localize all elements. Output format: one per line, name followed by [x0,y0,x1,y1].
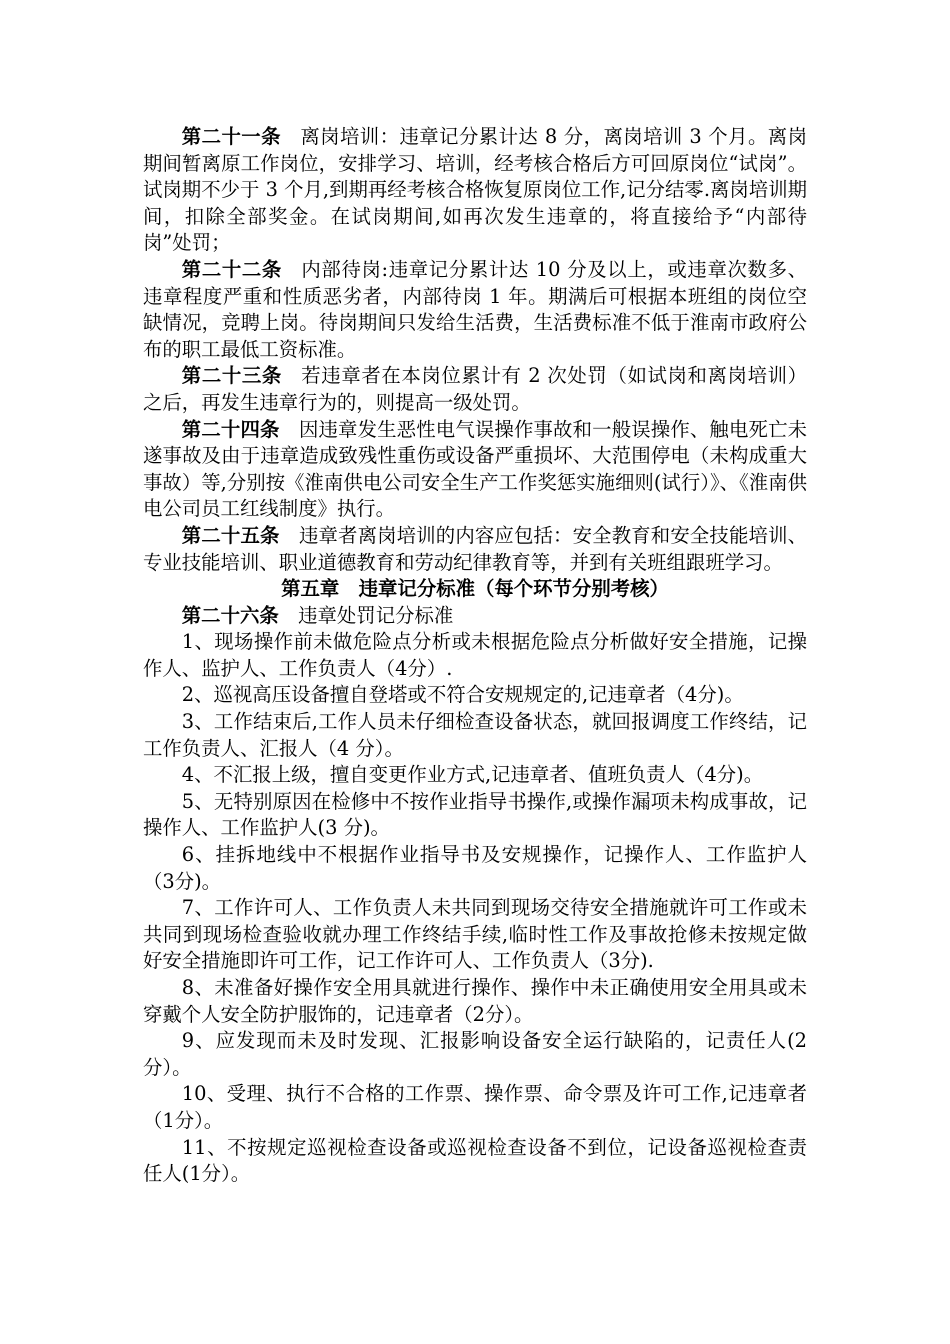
list-item: 3、工作结束后,工作人员未仔细检查设备状态，就回报调度工作终结，记工作负责人、汇报人（4 分）。 [143,710,807,760]
article-22 [143,257,807,363]
article-number: 第二十四条 [181,417,280,441]
article-24 [143,417,807,523]
article-number: 第二十一条 [181,125,281,148]
list-item: 1、现场操作前未做危险点分析或未根据危险点分析做好安全措施，记操作人、监护人、工作负责人（4分）. [143,630,807,680]
list-item: 5、无特别原因在检修中不按作业指导书操作,或操作漏项未构成事故，记操作人、工作监护人(3 分)。 [143,789,807,840]
article-25 [143,523,807,576]
article-text: 内部待岗:违章记分累计达 10 分及以上，或违章次数多、违章程度严重和性质恶劣者，内部待岗 1 年。期满后可根据本班组的岗位空缺情况，竞聘上岗。待岗期间只发给生活费，生活费标准不低于淮南市政府公布的职工最低工资标准。 [143,257,807,361]
chapter-title: 第五章 违章记分标准（每个环节分别考核） [281,577,669,601]
list-item: 4、不汇报上级，擅自变更作业方式,记违章者、值班负责人（4分)。 [181,763,764,787]
article-text: 违章处罚记分标准 [298,603,454,627]
article-21 [143,124,807,257]
list-item: 6、挂拆地线中不根据作业指导书及安规操作，记操作人、工作监护人 （3分)。 [143,843,807,893]
list-item: 11、不按规定巡视检查设备或巡视检查设备不到位，记设备巡视检查责任人(1分）。 [143,1135,807,1186]
list-item: 9、应发现而未及时发现、汇报影响设备安全运行缺陷的，记责任人(2分）。 [143,1029,807,1079]
article-text: 因违章发生恶性电气误操作事故和一般误操作、触电死亡未遂事故及由于违章造成致残性重伤或设备严重损坏、大范围停电（未构成重大事故）等,分别按《淮南供电公司安全生产工作奖惩实施细则(试行）》、《淮南供电公司员工红线制度》执行。 [143,417,808,521]
article-text: 离岗培训：违章记分累计达 8 分，离岗培训 3 个月。离岗期间暂离原工作岗位，安排学习、培训，经考核合格后方可回原岗位“试岗”。试岗期不少于 3 个月,到期再经考核合格恢复原岗位工作,记分结零.离岗培训期间，扣除全部奖金。在试岗期间,如再次发生违章的，将直接给予“内部待岗”处罚； [143,125,808,255]
article-number: 第二十六条 [181,603,279,627]
article-text: 违章者离岗培训的内容应包括：安全教育和安全技能培训、专业技能培训、职业道德教育和劳动纪律教育等，并到有关班组跟班学习。 [143,523,808,574]
article-23 [143,363,807,416]
list-item: 2、巡视高压设备擅自登塔或不符合安规规定的,记违章者（4分)。 [181,683,744,707]
article-number: 第二十五条 [181,523,280,547]
list-item: 7、工作许可人、工作负责人未共同到现场交待安全措施就许可工作或未共同到现场检查验收就办理工作终结手续,临时性工作及事故抢修未按规定做好安全措施即许可工作，记工作许可人、工作负责人（3分). [143,896,807,973]
article-26 [143,603,807,630]
article-number: 第二十三条 [181,364,282,388]
article-text: 若违章者在本岗位累计有 2 次处罚（如试岗和离岗培训）之后，再发生违章行为的，则提高一级处罚。 [143,364,807,414]
document-page [143,124,807,1188]
list-item: 8、未准备好操作安全用具就进行操作、操作中未正确使用安全用具或未穿戴个人安全防护服饰的，记违章者（2分）。 [143,976,807,1026]
list-item: 10、受理、执行不合格的工作票、操作票、命令票及许可工作,记违章者（1分）。 [143,1082,807,1132]
article-number: 第二十二条 [181,257,282,281]
